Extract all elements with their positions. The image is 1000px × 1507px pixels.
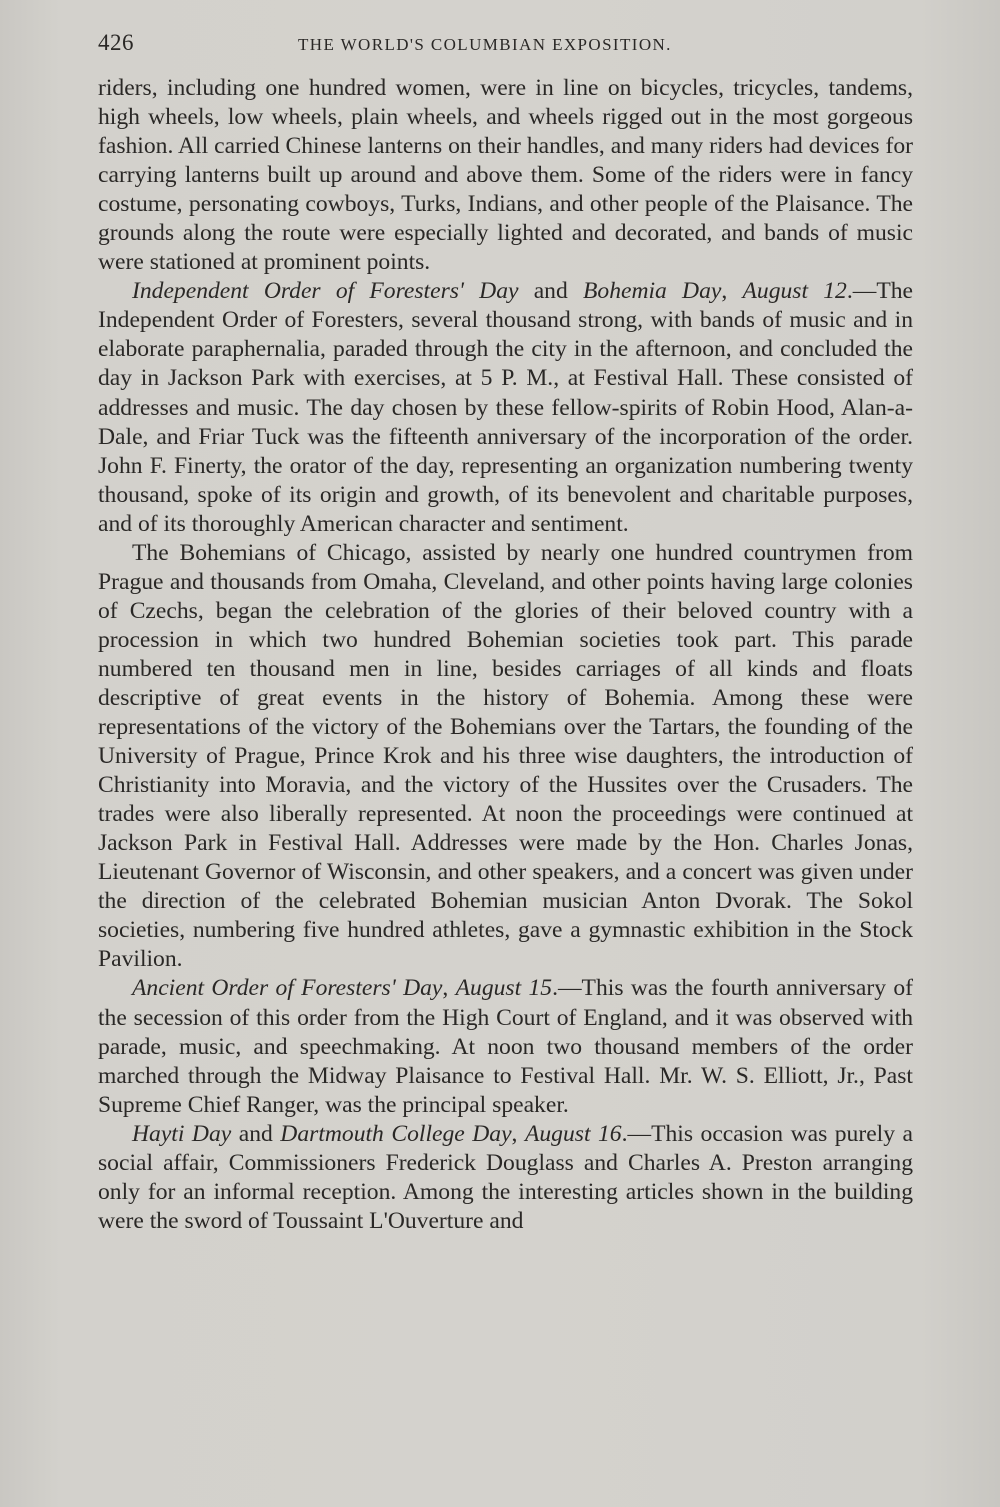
paragraph-text: .—The Independent Order of Foresters, several thousand strong, with bands of music and in elaborate paraphernalia, paraded through the city in the afternoon, and concluded the day in Jackson Park with exercises, at 5 P. M., at Festival Hall. These consisted of addresses and music. The day chosen by these fellow-spirits of Robin Hood, Alan-a-Dale, and Friar Tuck was the fifteenth anniversary of the incorporation of the order. John F. Finerty, the orator of the day, representing an organization numbering twenty thousand, spoke of its origin and growth, of its benevolent and charitable purposes, and of its thoroughly American character and sentiment.	[98, 278, 914, 537]
italic-heading-text: August 12	[742, 278, 847, 305]
paragraph	[98, 1120, 913, 1236]
paragraph-text: and	[518, 278, 583, 305]
italic-heading-text: Hayti Day	[132, 1120, 232, 1147]
paragraph-text: .—This was the fourth anniversary of the secession of this order from the High Court of England, and it was observed with parade, music, and speechmaking. At noon two thousand members of the order marched through the Midway Plaisance to Festival Hall. Mr. W. S. Elliott, Jr., Past Supreme Chief Ranger, was the principal speaker.	[98, 975, 913, 1118]
italic-heading-text: Independent Order of Foresters' Day	[132, 278, 519, 305]
paragraph-text: ,	[511, 1120, 525, 1147]
page-header	[98, 30, 912, 70]
italic-heading-text: Ancient Order of Foresters' Day	[132, 975, 443, 1002]
paragraph	[98, 539, 913, 975]
paragraph-text: ,	[442, 975, 456, 1002]
running-title: THE WORLD'S COLUMBIAN EXPOSITION.	[298, 35, 672, 54]
paragraph-text: riders, including one hundred women, were in line on bicycles, tricycles, tandems, high wheels, low wheels, plain wheels, and wheels rigged out in the most gorgeous fashion. All carried Chinese lanterns on their handles, and many riders had devices for carrying lanterns built up around and above them. Some of the riders were in fancy costume, personating cowboys, Turks, Indians, and other people of the Plaisance. The grounds along the route were especially lighted and decorated, and bands of music were stationed at prominent points.	[98, 75, 913, 276]
paragraph	[98, 974, 913, 1119]
body-text	[98, 74, 913, 1236]
paragraph-text: and	[231, 1120, 281, 1147]
paragraph-text: The Bohemians of Chicago, assisted by nearly one hundred countrymen from Prague and thousands from Omaha, Cleveland, and other points having large colonies of Czechs, began the celebration of the glories of their beloved country with a procession in which two hundred Bohemian societies took part. This parade numbered ten thousand men in line, besides carriages of all kinds and floats descriptive of great events in the history of Bohemia. Among these were representations of the victory of the Bohemians over the Tartars, the founding of the University of Prague, Prince Krok and his three wise daughters, the introduction of Christianity into Moravia, and the victory of the Hussites over the Crusaders. The trades were also liberally represented. At noon the proceedings were continued at Jackson Park in Festival Hall. Addresses were made by the Hon. Charles Jonas, Lieutenant Governor of Wisconsin, and other speakers, and a concert was given under the direction of the celebrated Bohemian musician Anton Dvorak. The Sokol societies, numbering five hundred athletes, gave a gymnastic exhibition in the Stock Pavilion.	[98, 539, 913, 973]
italic-heading-text: August 16	[524, 1120, 622, 1147]
paragraph-text: ,	[721, 278, 743, 305]
paragraph-text: .—This occasion was purely a social affair, Commissioners Frederick Douglass and Charles A. Preston arranging only for an informal reception. Among the interesting articles shown in the building were the sword of Toussaint L'Ouverture and	[98, 1120, 914, 1234]
italic-heading-text: August 15	[455, 975, 553, 1002]
paragraph	[98, 74, 913, 277]
page-number: 426	[98, 30, 134, 55]
italic-heading-text: Dartmouth College Day	[280, 1120, 512, 1147]
paragraph	[98, 277, 913, 538]
italic-heading-text: Bohemia Day	[582, 278, 722, 305]
